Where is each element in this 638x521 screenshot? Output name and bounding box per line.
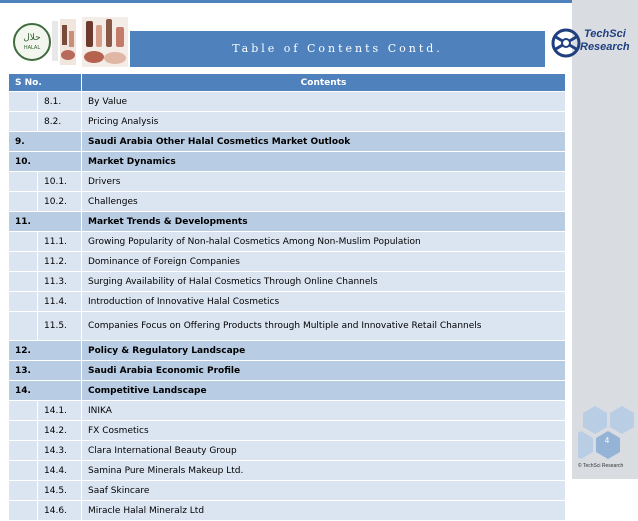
indent-cell <box>9 501 38 521</box>
subsection-row <box>9 461 566 481</box>
subsection-number: 8.2. <box>38 112 82 132</box>
indent-cell <box>9 421 38 441</box>
copyright-text: © TechSci Research <box>578 463 624 469</box>
indent-cell <box>9 192 38 212</box>
subsection-number: 11.2. <box>38 252 82 272</box>
subsection-number: 8.1. <box>38 92 82 112</box>
section-title: Saudi Arabia Other Halal Cosmetics Market Outlook <box>82 132 566 152</box>
subsection-title: Surging Availability of Halal Cosmetics Through Online Channels <box>82 272 566 292</box>
section-number: 10. <box>9 152 82 172</box>
subsection-row <box>9 252 566 272</box>
subsection-title: Companies Focus on Offering Products through Multiple and Innovative Retail Channels <box>82 312 566 341</box>
subsection-title: By Value <box>82 92 566 112</box>
subsection-number: 11.3. <box>38 272 82 292</box>
indent-cell <box>9 312 38 341</box>
page-number: 4 <box>604 436 610 445</box>
subsection-number: 11.4. <box>38 292 82 312</box>
subsection-number: 11.1. <box>38 232 82 252</box>
subsection-number: 14.5. <box>38 481 82 501</box>
subsection-row <box>9 92 566 112</box>
indent-cell <box>9 461 38 481</box>
subsection-title: Growing Popularity of Non-halal Cosmetics Among Non-Muslim Population <box>82 232 566 252</box>
column-header-sno: S No. <box>9 74 82 92</box>
indent-cell <box>9 272 38 292</box>
subsection-row <box>9 441 566 461</box>
subsection-number: 14.2. <box>38 421 82 441</box>
subsection-title: FX Cosmetics <box>82 421 566 441</box>
techsci-logo <box>550 22 636 66</box>
subsection-title: Miracle Halal Mineralz Ltd <box>82 501 566 521</box>
section-row <box>9 361 566 381</box>
top-accent-line <box>0 0 572 3</box>
subsection-title: Challenges <box>82 192 566 212</box>
halal-seal-label: HALAL <box>23 45 41 51</box>
subsection-row <box>9 481 566 501</box>
table-header-row <box>9 74 566 92</box>
section-title: Market Trends & Developments <box>82 212 566 232</box>
section-row <box>9 341 566 361</box>
halal-seal-icon <box>13 23 51 61</box>
indent-cell <box>9 112 38 132</box>
subsection-title: Pricing Analysis <box>82 112 566 132</box>
section-title: Policy & Regulatory Landscape <box>82 341 566 361</box>
section-number: 13. <box>9 361 82 381</box>
subsection-row <box>9 112 566 132</box>
subsection-row <box>9 501 566 521</box>
section-title: Saudi Arabia Economic Profile <box>82 361 566 381</box>
section-row <box>9 152 566 172</box>
subsection-number: 14.4. <box>38 461 82 481</box>
section-number: 11. <box>9 212 82 232</box>
section-number: 9. <box>9 132 82 152</box>
subsection-row <box>9 272 566 292</box>
logo-strip <box>52 21 58 61</box>
section-row <box>9 212 566 232</box>
indent-cell <box>9 481 38 501</box>
subsection-number: 11.5. <box>38 312 82 341</box>
indent-cell <box>9 92 38 112</box>
subsection-title: Samina Pure Minerals Makeup Ltd. <box>82 461 566 481</box>
subsection-row <box>9 292 566 312</box>
cosmetics-photo-icon <box>82 17 128 67</box>
column-header-contents: Contents <box>82 74 566 92</box>
indent-cell <box>9 252 38 272</box>
indent-cell <box>9 172 38 192</box>
subsection-title: INIKA <box>82 401 566 421</box>
subsection-row <box>9 421 566 441</box>
subsection-number: 10.1. <box>38 172 82 192</box>
halal-seal-script: حلال <box>23 33 41 43</box>
subsection-row <box>9 401 566 421</box>
section-number: 14. <box>9 381 82 401</box>
subsection-number: 10.2. <box>38 192 82 212</box>
subsection-number: 14.3. <box>38 441 82 461</box>
subsection-title: Saaf Skincare <box>82 481 566 501</box>
indent-cell <box>9 441 38 461</box>
section-row <box>9 132 566 152</box>
halal-logo <box>10 17 76 67</box>
subsection-row <box>9 312 566 341</box>
subsection-number: 14.6. <box>38 501 82 521</box>
indent-cell <box>9 401 38 421</box>
section-row <box>9 381 566 401</box>
subsection-title: Drivers <box>82 172 566 192</box>
subsection-row <box>9 192 566 212</box>
brand-name-line1: TechSci <box>584 28 626 40</box>
brand-name-line2: Research <box>580 41 630 53</box>
indent-cell <box>9 292 38 312</box>
section-number: 12. <box>9 341 82 361</box>
subsection-number: 14.1. <box>38 401 82 421</box>
indent-cell <box>9 232 38 252</box>
section-title: Market Dynamics <box>82 152 566 172</box>
subsection-title: Introduction of Innovative Halal Cosmetics <box>82 292 566 312</box>
page-title: Table of Contents Contd. <box>232 42 443 55</box>
subsection-row <box>9 232 566 252</box>
subsection-title: Clara International Beauty Group <box>82 441 566 461</box>
contents-table <box>8 73 566 521</box>
techsci-globe-icon <box>550 26 582 60</box>
cosmetics-photo-left <box>60 19 76 65</box>
subsection-row <box>9 172 566 192</box>
subsection-title: Dominance of Foreign Companies <box>82 252 566 272</box>
section-title: Competitive Landscape <box>82 381 566 401</box>
